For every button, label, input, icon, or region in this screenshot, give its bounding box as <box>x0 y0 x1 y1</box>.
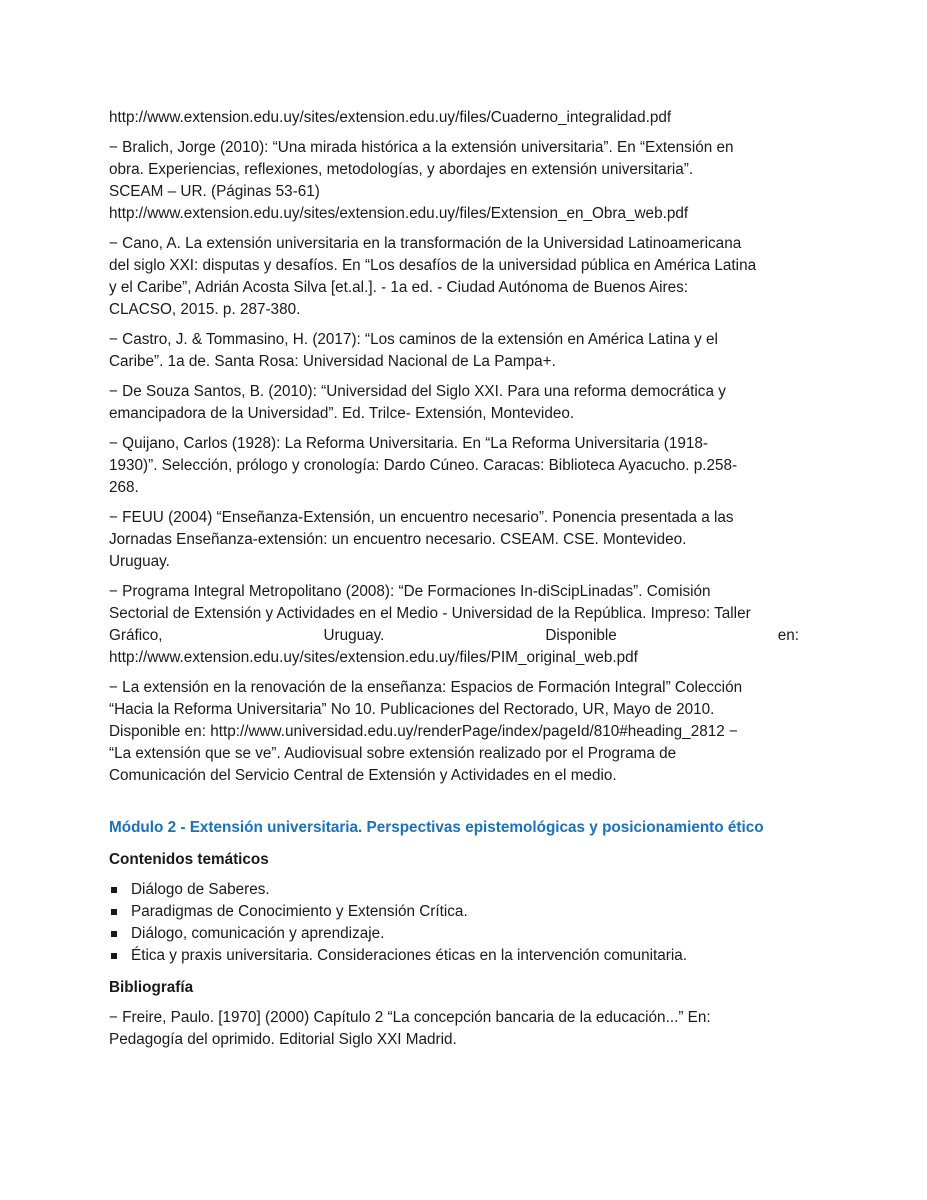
square-bullet-icon <box>111 887 117 893</box>
square-bullet-icon <box>111 909 117 915</box>
reference-line: − De Souza Santos, B. (2010): “Universidad del Siglo XXI. Para una reforma democrática y <box>109 383 726 400</box>
reference-line: Uruguay. <box>109 553 170 570</box>
list-item: Diálogo, comunicación y aprendizaje. <box>109 923 799 945</box>
reference-item <box>109 433 799 499</box>
module-heading: Módulo 2 - Extensión universitaria. Perspectivas epistemológicas y posicionamiento ético <box>109 819 764 836</box>
reference-line: del siglo XXI: disputas y desafíos. En “Los desafíos de la universidad pública en América Latina <box>109 257 757 274</box>
reference-line: − FEUU (2004) “Enseñanza-Extensión, un encuentro necesario”. Ponencia presentada a las <box>109 509 734 526</box>
reference-line: http://www.extension.edu.uy/sites/extension.edu.uy/files/Extension_en_Obra_web.pdf <box>109 205 689 222</box>
reference-item <box>109 107 799 129</box>
reference-line: http://www.extension.edu.uy/sites/extension.edu.uy/files/Cuaderno_integralidad.pdf <box>109 109 672 126</box>
reference-list <box>109 107 799 573</box>
reference-line: y el Caribe”, Adrián Acosta Silva [et.al.]. - 1a ed. - Ciudad Autónoma de Buenos Aires: <box>109 279 689 296</box>
square-bullet-icon <box>111 931 117 937</box>
reference-line: − Castro, J. & Tommasino, H. (2017): “Los caminos de la extensión en América Latina y el <box>109 331 718 348</box>
reference-line: − La extensión en la renovación de la enseñanza: Espacios de Formación Integral” Colección <box>109 679 743 696</box>
list-item: Diálogo de Saberes. <box>109 879 799 901</box>
contents-title: Contenidos temáticos <box>109 851 269 868</box>
reference-item <box>109 137 799 225</box>
reference-line: Caribe”. 1a de. Santa Rosa: Universidad Nacional de La Pampa+. <box>109 353 556 370</box>
reference-line: Sectorial de Extensión y Actividades en el Medio - Universidad de la República. Impreso: Taller <box>109 605 751 622</box>
reference-line: SCEAM – UR. (Páginas 53-61) <box>109 183 320 200</box>
reference-item <box>109 233 799 321</box>
reference-word: en: <box>777 627 799 644</box>
reference-line: Pedagogía del oprimido. Editorial Siglo XXI Madrid. <box>109 1031 457 1048</box>
reference-line: CLACSO, 2015. p. 287-380. <box>109 301 301 318</box>
reference-line: “Hacia la Reforma Universitaria” No 10. Publicaciones del Rectorado, UR, Mayo de 2010. <box>109 701 715 718</box>
reference-line: − Cano, A. La extensión universitaria en la transformación de la Universidad Latinoamericana <box>109 235 742 252</box>
bibliography-list <box>109 1007 799 1051</box>
reference-item <box>109 381 799 425</box>
reference-item <box>109 329 799 373</box>
reference-link: http://www.extension.edu.uy/sites/extension.edu.uy/files/PIM_original_web.pdf <box>109 649 638 666</box>
reference-word: Gráfico, <box>109 627 163 644</box>
reference-word: Uruguay. <box>323 627 385 644</box>
topics-list <box>109 879 799 967</box>
reference-item <box>109 507 799 573</box>
list-item: Ética y praxis universitaria. Consideraciones éticas en la intervención comunitaria. <box>109 945 799 967</box>
reference-line: − Quijano, Carlos (1928): La Reforma Universitaria. En “La Reforma Universitaria (1918- <box>109 435 708 452</box>
reference-line: 268. <box>109 479 139 496</box>
square-bullet-icon <box>111 953 117 959</box>
reference-item <box>109 677 799 787</box>
reference-line: − Freire, Paulo. [1970] (2000) Capítulo 2 “La concepción bancaria de la educación...” En: <box>109 1009 711 1026</box>
reference-word: Disponible <box>545 627 617 644</box>
reference-line: 1930)”. Selección, prólogo y cronología: Dardo Cúneo. Caracas: Biblioteca Ayacucho. p.258- <box>109 457 738 474</box>
reference-line: Comunicación del Servicio Central de Extensión y Actividades en el medio. <box>109 767 617 784</box>
bibliography-title: Bibliografía <box>109 979 194 996</box>
reference-line: Jornadas Enseñanza-extensión: un encuentro necesario. CSEAM. CSE. Montevideo. <box>109 531 687 548</box>
reference-line: “La extensión que se ve”. Audiovisual sobre extensión realizado por el Programa de <box>109 745 677 762</box>
list-item: Paradigmas de Conocimiento y Extensión Crítica. <box>109 901 799 923</box>
reference-line: − Programa Integral Metropolitano (2008): “De Formaciones In-diScipLinadas”. Comisión <box>109 583 711 600</box>
reference-line: obra. Experiencias, reflexiones, metodologías, y abordajes en extensión universitaria”. <box>109 161 694 178</box>
document-page <box>109 107 799 1059</box>
reference-line: − Bralich, Jorge (2010): “Una mirada histórica a la extensión universitaria”. En “Extensión en <box>109 139 734 156</box>
reference-line: emancipadora de la Universidad”. Ed. Trilce- Extensión, Montevideo. <box>109 405 575 422</box>
reference-item <box>109 581 799 669</box>
bibliography-item <box>109 1007 799 1051</box>
reference-line <box>109 625 799 647</box>
reference-line: Disponible en: http://www.universidad.edu.uy/renderPage/index/pageId/810#heading_2812 − <box>109 723 738 740</box>
